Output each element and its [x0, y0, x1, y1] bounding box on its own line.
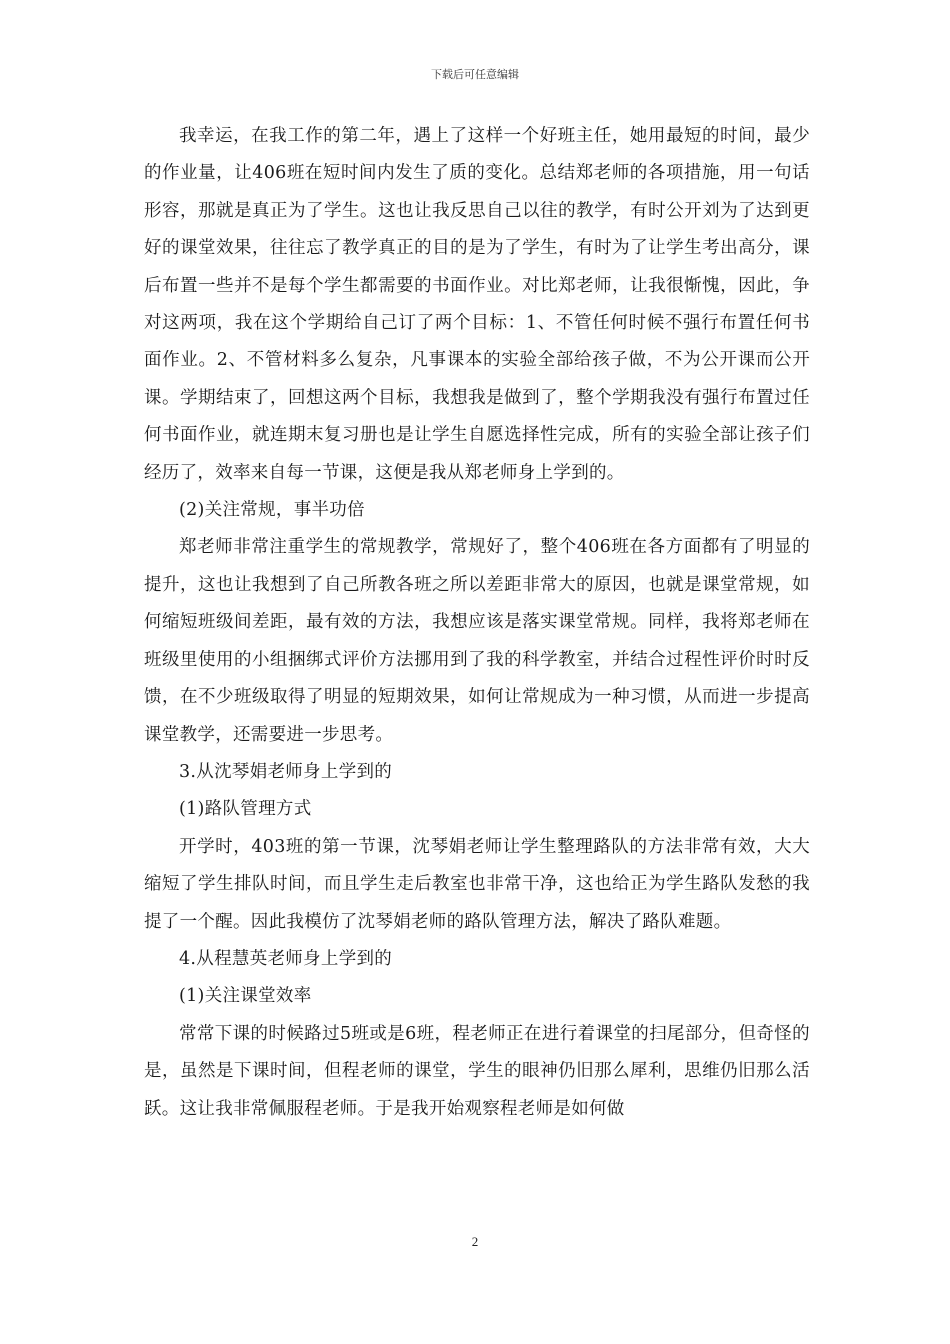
paragraph-efficiency: 常常下课的时候路过5班或是6班，程老师正在进行着课堂的扫尾部分，但奇怪的是，虽然是下课时间，但程老师的课堂，学生的眼神仍旧那么犀利，思维仍旧那么活跃。这让我非常佩服程老师。于是我开始观察程老师是如何做 — [144, 1023, 810, 1119]
paragraph-line-management: 开学时，403班的第一节课，沈琴娟老师让学生整理路队的方法非常有效，大大缩短了学生排队时间，而且学生走后教室也非常干净，这也给正为学生路队发愁的我提了一个醒。因此我模仿了沈琴娟老师的路队管理方法，解决了路队难题。 — [144, 836, 810, 932]
heading-section-3: 3.从沈琴娟老师身上学到的 — [179, 761, 393, 782]
document-body — [144, 118, 810, 1128]
subheading-efficiency: (1)关注课堂效率 — [179, 986, 312, 1007]
subheading-routine: (2)关注常规，事半功倍 — [179, 500, 365, 521]
subheading-line-management: (1)路队管理方式 — [179, 799, 312, 820]
paragraph-reflection: 我幸运，在我工作的第二年，遇上了这样一个好班主任，她用最短的时间，最少的作业量，让406班在短时间内发生了质的变化。总结郑老师的各项措施，用一句话形容，那就是真正为了学生。这也让我反思自己以往的教学，有时公开刘为了达到更好的课堂效果，往往忘了教学真正的目的是为了学生，有时为了让学生考出高分，课后布置一些并不是每个学生都需要的书面作业。对比郑老师，让我很惭愧，因此，争对这两项，我在这个学期给自己订了两个目标：1、不管任何时候不强行布置任何书面作业。2、不管材料多么复杂，凡事课本的实验全部给孩子做，不为公开课而公开课。学期结束了，回想这两个目标，我想我是做到了，整个学期我没有强行布置过任何书面作业，就连期末复习册也是让学生自愿选择性完成，所有的实验全部让孩子们经历了，效率来自每一节课，这便是我从郑老师身上学到的。 — [144, 126, 810, 483]
heading-section-4: 4.从程慧英老师身上学到的 — [179, 948, 393, 969]
paragraph-routine: 郑老师非常注重学生的常规教学，常规好了，整个406班在各方面都有了明显的提升，这也让我想到了自己所教各班之所以差距非常大的原因，也就是课堂常规，如何缩短班级间差距，最有效的方法，我想应该是落实课堂常规。同样，我将郑老师在班级里使用的小组捆绑式评价方法挪用到了我的科学教室，并结合过程性评价时时反馈，在不少班级取得了明显的短期效果，如何让常规成为一种习惯，从而进一步提高课堂教学，还需要进一步思考。 — [144, 537, 810, 745]
page-header: 下载后可任意编辑 — [431, 68, 519, 81]
page-number: 2 — [471, 1234, 479, 1249]
